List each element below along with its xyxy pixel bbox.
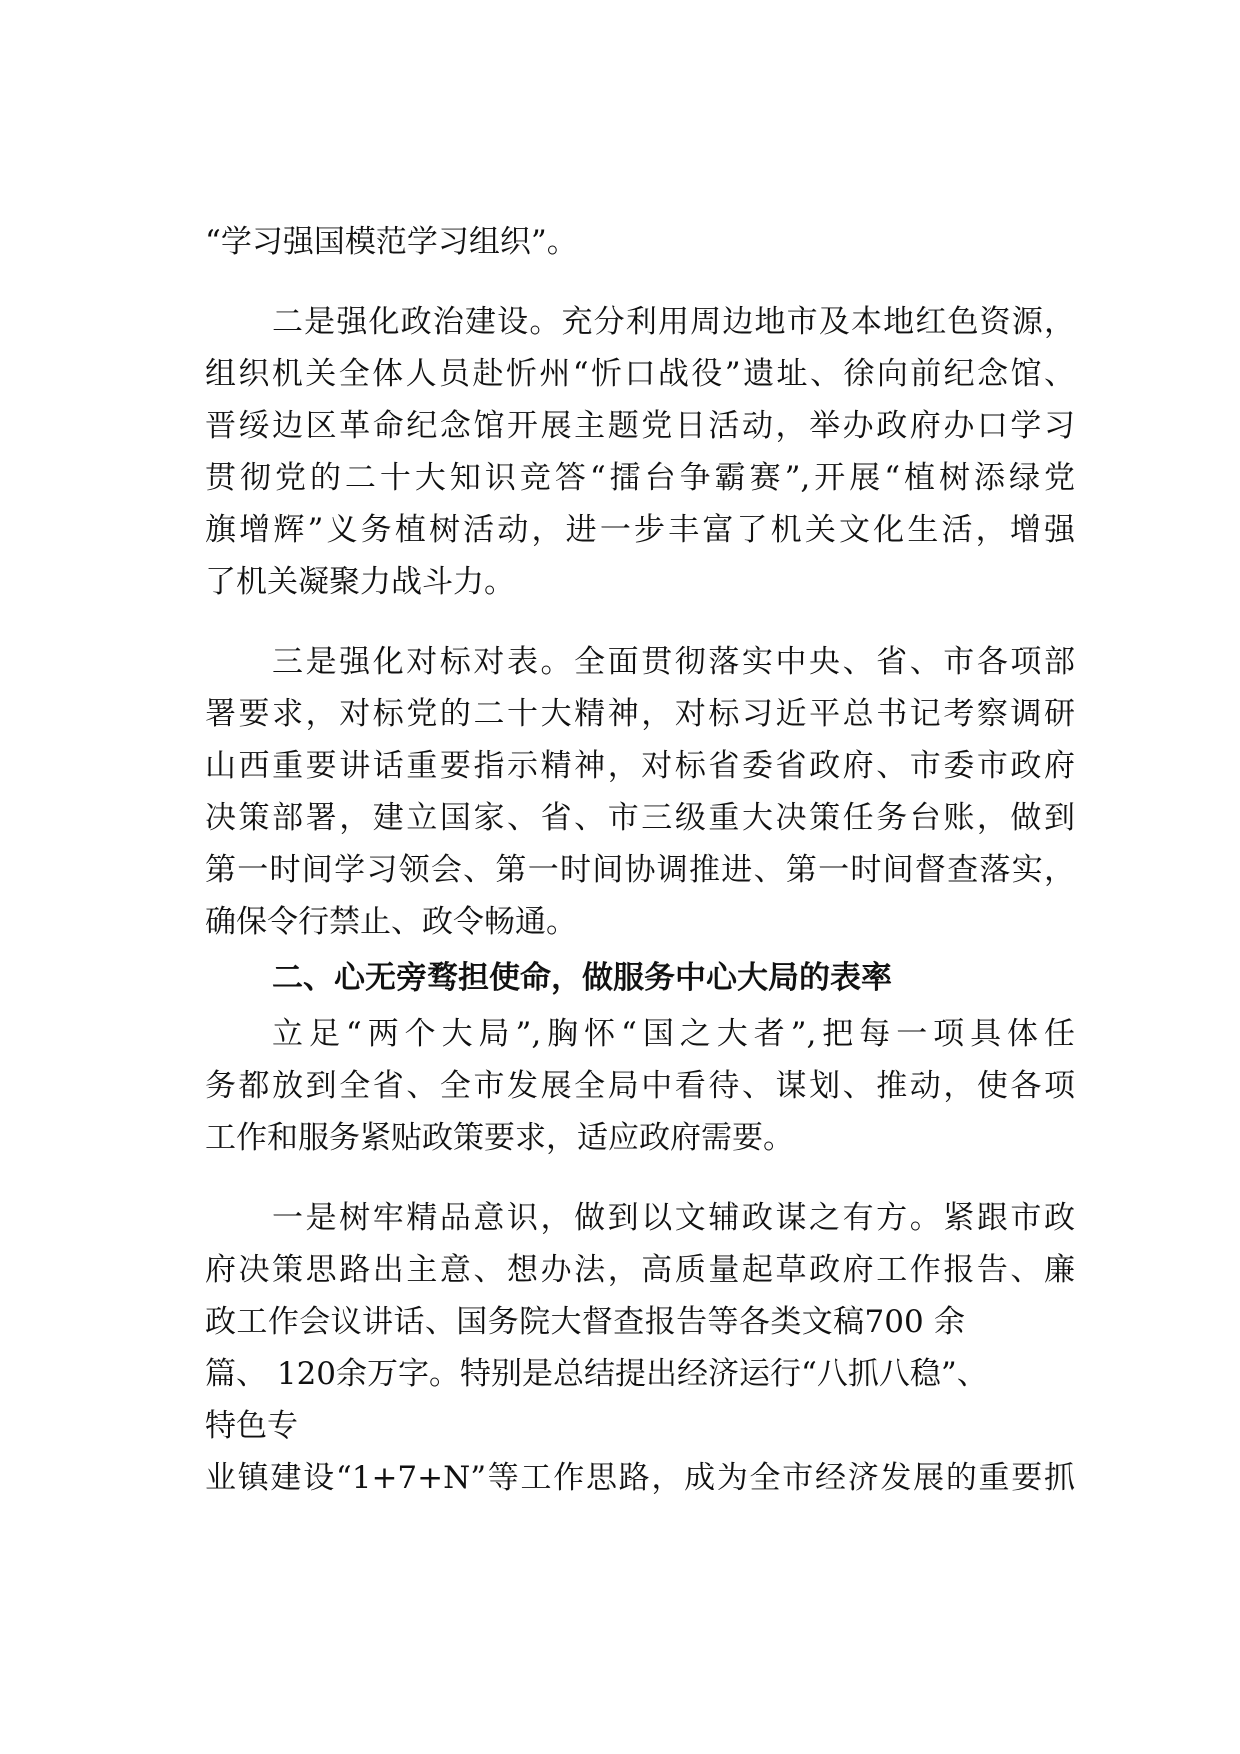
paragraph-political-building <box>205 296 1075 608</box>
text-line: 第一时间学习领会、第一时间协调推进、第一时间督查落实， <box>205 852 1075 888</box>
text-line: “学习强国模范学习组织”。 <box>205 224 578 260</box>
text-line: 山西重要讲话重要指示精神，对标省委省政府、市委市政府 <box>205 748 1075 784</box>
paragraph-overall-situation <box>205 1008 1075 1164</box>
text-line: 府决策思路出主意、想办法，高质量起草政府工作报告、廉 <box>205 1252 1075 1288</box>
text-line: 篇、 120余万字。特别是总结提出经济运行“八抓八稳”、 <box>205 1356 988 1392</box>
text-line: 二是强化政治建设。充分利用周边地市及本地红色资源， <box>272 304 1075 340</box>
paragraph-quality-awareness <box>205 1192 1075 1504</box>
text-line: 晋绥边区革命纪念馆开展主题党日活动，举办政府办口学习 <box>205 408 1075 444</box>
paragraph-benchmarking <box>205 636 1075 948</box>
document-body <box>205 216 1075 1504</box>
text-line: 决策部署，建立国家、省、市三级重大决策任务台账，做到 <box>205 800 1075 836</box>
section-heading: 二、心无旁骛担使命，做服务中心大局的表率 <box>272 960 892 996</box>
text-line: 务都放到全省、全市发展全局中看待、谋划、推动，使各项 <box>205 1068 1075 1104</box>
text-line: 组织机关全体人员赴忻州“忻口战役”遗址、徐向前纪念馆、 <box>205 356 1075 392</box>
text-line: 确保令行禁止、政令畅通。 <box>205 904 577 940</box>
text-line: 政工作会议讲话、国务院大督查报告等各类文稿700 余 <box>205 1304 965 1340</box>
text-line: 贯彻党的二十大知识竞答“擂台争霸赛”,开展“植树添绿党 <box>205 460 1075 496</box>
text-line: 旗增辉”义务植树活动，进一步丰富了机关文化生活，增强 <box>205 512 1075 548</box>
text-line: 署要求，对标党的二十大精神，对标习近平总书记考察调研 <box>205 696 1075 732</box>
text-line: 三是强化对标对表。全面贯彻落实中央、省、市各项部 <box>272 644 1075 680</box>
text-line: 了机关凝聚力战斗力。 <box>205 564 515 600</box>
text-line: 工作和服务紧贴政策要求，适应政府需要。 <box>205 1120 794 1156</box>
text-line: 立足“两个大局”,胸怀“国之大者”,把每一项具体任 <box>272 1016 1075 1052</box>
text-line: 特色专 <box>205 1408 298 1444</box>
text-line: 一是树牢精品意识，做到以文辅政谋之有方。紧跟市政 <box>272 1200 1075 1236</box>
text-line: 业镇建设“1+7+N”等工作思路，成为全市经济发展的重要抓 <box>205 1460 1075 1496</box>
